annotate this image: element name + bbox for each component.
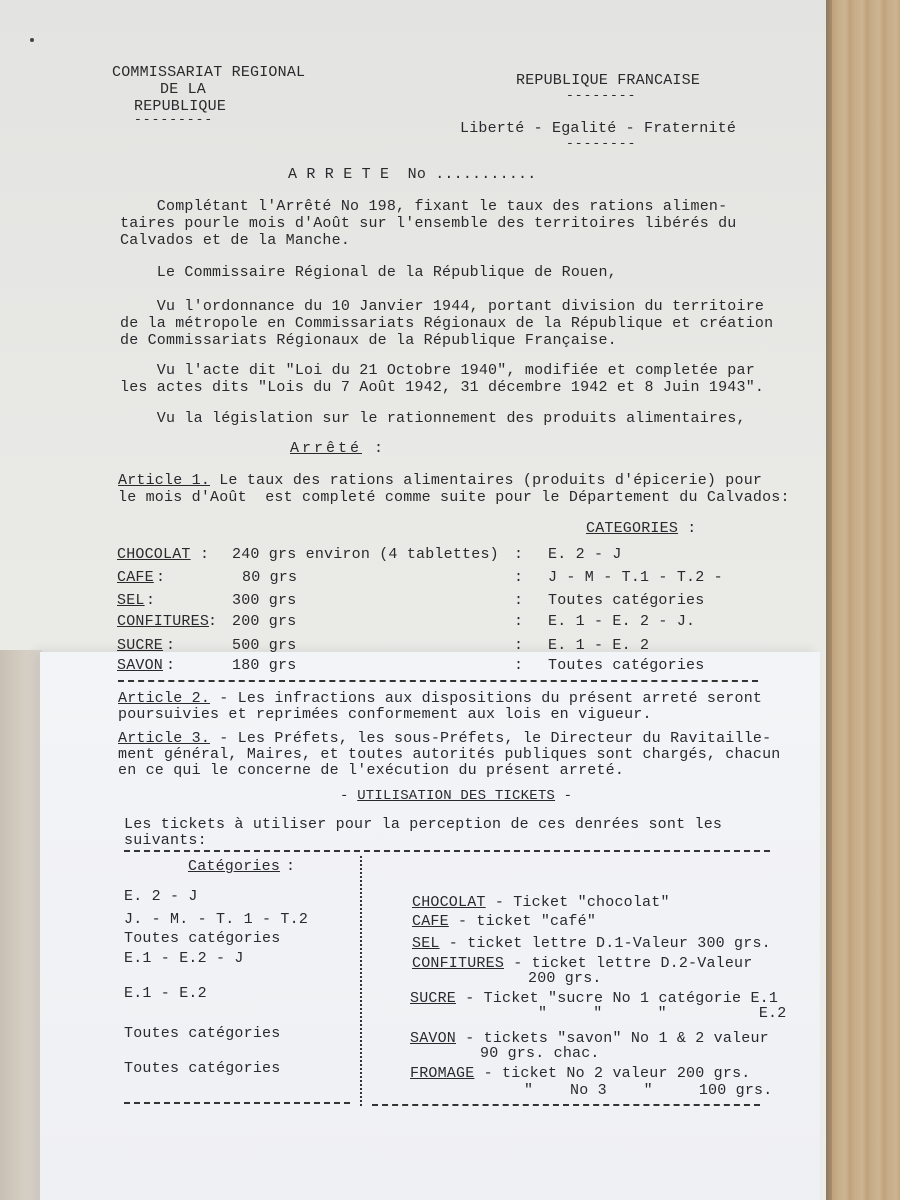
ration-colon: : bbox=[166, 637, 176, 654]
article1-text1: Le taux des rations alimentaires (produits d'épicerie) pour bbox=[210, 472, 763, 489]
categories-heading-colon: : bbox=[678, 520, 697, 537]
arrete-heading-text: Arrêté bbox=[290, 440, 363, 457]
tickets-intro-line1: Les tickets à utiliser pour la perception de ces denrées sont les bbox=[124, 816, 723, 833]
ration-category: J - M - T.1 - T.2 - bbox=[548, 569, 723, 586]
ration-quantity: 500 grs bbox=[232, 637, 297, 654]
section-divider bbox=[118, 680, 758, 682]
header-right-title: REPUBLIQUE FRANCAISE bbox=[516, 72, 701, 89]
tickets-categories-colon: : bbox=[286, 858, 296, 875]
ration-separator: : bbox=[514, 569, 524, 586]
ration-item: SAVON bbox=[117, 657, 164, 674]
ticket-text: - tickets "savon" No 1 & 2 valeur bbox=[456, 1030, 769, 1047]
tickets-heading-text: UTILISATION DES TICKETS bbox=[357, 788, 556, 804]
ration-quantity: 180 grs bbox=[232, 657, 297, 674]
header-left-line1: COMMISSARIAT REGIONAL bbox=[112, 64, 306, 81]
article1-label: Article 1. bbox=[118, 472, 211, 489]
tickets-divider bbox=[124, 850, 770, 852]
article3-line2: ment général, Maires, et toutes autorités publiques sont chargés, chacun bbox=[118, 746, 781, 763]
ticket-item: SUCRE bbox=[410, 990, 457, 1007]
intro-line2: taires pourle mois d'Août sur l'ensemble des territoires libérés du bbox=[120, 215, 737, 232]
ticket-text: - ticket lettre D.1-Valeur 300 grs. bbox=[439, 935, 771, 952]
ration-quantity: 80 grs bbox=[242, 569, 298, 586]
ration-item: SEL bbox=[117, 592, 145, 609]
ration-category: E. 1 - E. 2 - J. bbox=[548, 613, 696, 630]
tickets-intro-line2: suivants: bbox=[124, 832, 207, 849]
article3-line1 bbox=[118, 730, 771, 747]
article2-text1: - Les infractions aux dispositions du présent arreté seront bbox=[210, 690, 763, 707]
ration-colon: : bbox=[146, 592, 156, 609]
ticket-item: CHOCOLAT bbox=[412, 894, 486, 911]
ticket-text: - Ticket "chocolat" bbox=[485, 894, 670, 911]
ticket-text-continued: " " " E.2 bbox=[538, 1005, 787, 1022]
ticket-description bbox=[412, 913, 596, 930]
commissaire-line: Le Commissaire Régional de la République de Rouen, bbox=[120, 264, 617, 281]
article2-line2: poursuivies et reprimées conformement aux lois en vigueur. bbox=[118, 706, 652, 723]
ration-separator: : bbox=[514, 657, 524, 674]
ticket-item: FROMAGE bbox=[410, 1065, 475, 1082]
intro-line1: Complétant l'Arrêté No 198, fixant le taux des rations alimen- bbox=[120, 198, 728, 215]
tickets-bottom-rule-right bbox=[372, 1104, 760, 1106]
tickets-column-separator bbox=[360, 856, 364, 1106]
ration-colon: : bbox=[208, 613, 218, 630]
ration-item: CONFITURES bbox=[117, 613, 210, 630]
ration-separator: : bbox=[514, 546, 524, 563]
categories-heading bbox=[586, 520, 696, 537]
ration-quantity: 200 grs bbox=[232, 613, 297, 630]
ticket-category: E.1 - E.2 bbox=[124, 985, 207, 1002]
arrete-heading-colon: : bbox=[362, 440, 387, 457]
vu2-line2: les actes dits "Lois du 7 Août 1942, 31 décembre 1942 et 8 Juin 1943". bbox=[120, 379, 765, 396]
header-left-rule: --------- bbox=[134, 112, 214, 127]
ration-category: Toutes catégories bbox=[548, 592, 705, 609]
article2-label: Article 2. bbox=[118, 690, 211, 707]
ticket-text: - ticket "café" bbox=[448, 913, 597, 930]
fold-shadow bbox=[0, 650, 42, 1200]
header-right-rule2: -------- bbox=[566, 136, 637, 151]
ticket-description bbox=[412, 935, 771, 952]
ticket-text-continued: 90 grs. chac. bbox=[480, 1045, 600, 1062]
ration-quantity: 300 grs bbox=[232, 592, 297, 609]
header-left-line3: REPUBLIQUE bbox=[134, 98, 227, 115]
ticket-description bbox=[410, 1065, 750, 1082]
vu3-line: Vu la législation sur le rationnement des produits alimentaires, bbox=[120, 410, 746, 427]
ration-colon: : bbox=[156, 569, 166, 586]
tickets-heading-pre: - bbox=[340, 788, 358, 804]
ticket-text: - ticket No 2 valeur 200 grs. bbox=[474, 1065, 751, 1082]
tickets-categories-heading: Catégories bbox=[188, 858, 281, 875]
ink-spot bbox=[30, 38, 34, 42]
intro-line3: Calvados et de la Manche. bbox=[120, 232, 351, 249]
tickets-bottom-rule-left bbox=[124, 1102, 350, 1104]
header-left-line2: DE LA bbox=[160, 81, 207, 98]
ration-item: CHOCOLAT bbox=[117, 546, 191, 563]
ticket-category: Toutes catégories bbox=[124, 1060, 281, 1077]
article2-line1 bbox=[118, 690, 762, 707]
ration-category: E. 1 - E. 2 bbox=[548, 637, 650, 654]
ticket-category: E.1 - E.2 - J bbox=[124, 950, 244, 967]
ration-colon: : bbox=[200, 546, 210, 563]
ration-category: E. 2 - J bbox=[548, 546, 622, 563]
categories-heading-text: CATEGORIES bbox=[586, 520, 679, 537]
ration-separator: : bbox=[514, 613, 524, 630]
ration-separator: : bbox=[514, 592, 524, 609]
ticket-item: SAVON bbox=[410, 1030, 457, 1047]
vu1-line3: de Commissariats Régionaux de la République Française. bbox=[120, 332, 617, 349]
ticket-item: CONFITURES bbox=[412, 955, 505, 972]
vu2-line1: Vu l'acte dit "Loi du 21 Octobre 1940", modifiée et completée par bbox=[120, 362, 755, 379]
ration-item: CAFE bbox=[117, 569, 154, 586]
article3-label: Article 3. bbox=[118, 730, 211, 747]
ticket-category: E. 2 - J bbox=[124, 888, 198, 905]
ticket-text-continued: " No 3 " 100 grs. bbox=[524, 1082, 773, 1099]
ticket-description bbox=[412, 894, 670, 911]
ticket-category: Toutes catégories bbox=[124, 1025, 281, 1042]
ration-colon: : bbox=[166, 657, 176, 674]
ticket-text: - Ticket "sucre No 1 catégorie E.1 bbox=[456, 990, 779, 1007]
article3-line3: en ce qui le concerne de l'exécution du présent arreté. bbox=[118, 762, 625, 779]
vu1-line2: de la métropole en Commissariats Régionaux de la République et création bbox=[120, 315, 774, 332]
arrete-number-title: A R R E T E No ........... bbox=[288, 166, 537, 183]
ticket-text: - ticket lettre D.2-Valeur bbox=[504, 955, 753, 972]
vu1-line1: Vu l'ordonnance du 10 Janvier 1944, portant division du territoire bbox=[120, 298, 765, 315]
article1-line2: le mois d'Août est completé comme suite pour le Département du Calvados: bbox=[118, 489, 790, 506]
ration-separator: : bbox=[514, 637, 524, 654]
article3-text1: - Les Préfets, les sous-Préfets, le Directeur du Ravitaille- bbox=[210, 730, 772, 747]
ration-category: Toutes catégories bbox=[548, 657, 705, 674]
header-motto: Liberté - Egalité - Fraternité bbox=[460, 120, 737, 137]
ticket-item: CAFE bbox=[412, 913, 449, 930]
arrete-heading bbox=[290, 440, 386, 457]
ration-item: SUCRE bbox=[117, 637, 164, 654]
ticket-category: J. - M. - T. 1 - T.2 bbox=[124, 911, 309, 928]
ticket-category: Toutes catégories bbox=[124, 930, 281, 947]
article1-line1 bbox=[118, 472, 762, 489]
ticket-item: SEL bbox=[412, 935, 440, 952]
ration-quantity: 240 grs environ (4 tablettes) bbox=[232, 546, 499, 563]
tickets-heading-post: - bbox=[555, 788, 573, 804]
ticket-text-continued: 200 grs. bbox=[528, 970, 602, 987]
tickets-heading bbox=[340, 788, 572, 805]
header-right-rule1: -------- bbox=[566, 88, 637, 103]
